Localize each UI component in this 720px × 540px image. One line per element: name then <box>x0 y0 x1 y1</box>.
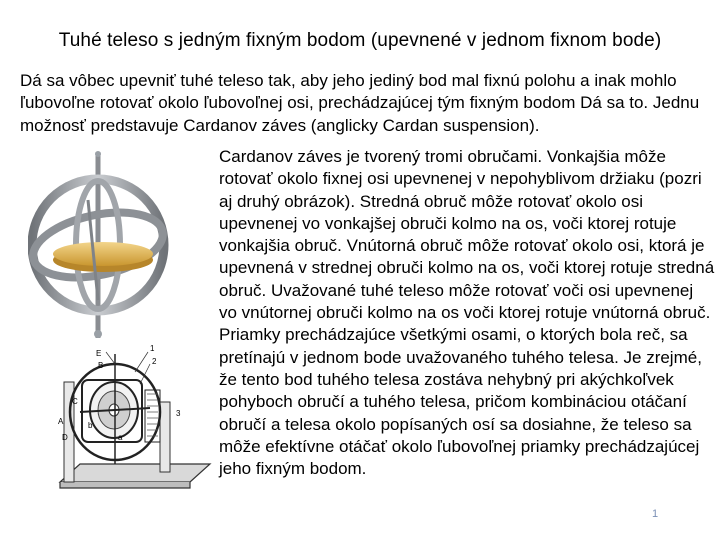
diagram-label-C: C <box>72 397 78 406</box>
diagram-label-a: a <box>118 433 123 442</box>
cardan-suspension-diagram-icon <box>40 342 218 502</box>
diagram-label-b: b <box>88 421 93 430</box>
diagram-label-3: 3 <box>176 409 181 418</box>
intro-paragraph: Dá sa vôbec upevniť tuhé teleso tak, aby jeho jediný bod mal fixnú polohu a inak mohlo ľubovoľne rotovať okolo ľubovoľnej osi, prechádzajúcej tým fixným bodom Dá sa to. Jednu možnosť predstavuje Cardanov záves (anglicky Cardan suspension). <box>20 71 700 135</box>
gimbal-gyroscope-illustration-icon <box>28 150 198 340</box>
diagram-label-B: B <box>98 361 104 370</box>
slide-title: Tuhé teleso s jedným fixným bodom (upevnené v jednom fixnom bode) <box>58 30 662 51</box>
diagram-label-A: A <box>58 417 64 426</box>
page-number: 1 <box>652 508 659 520</box>
diagram-label-1: 1 <box>150 344 155 353</box>
diagram-label-D: D <box>62 433 68 442</box>
diagram-label-E: E <box>96 349 102 358</box>
body-paragraph: Cardanov záves je tvorený tromi obručami. Vonkajšia môže rotovať okolo fixnej osi upevnenej v nepohyblivom držiaku (pozri aj druhý obrázok). Stredná obruč môže rotovať okolo osi upevnenej vo vonkajšej obruči kolmo na os, voči ktorej rotuje vonkajšia obruč. Vnútorná obruč môže rotovať okolo osi, ktorá je upevnená v strednej obruči kolmo na os, voči ktorej rotuje stredná obruč. Uvažované tuhé teleso môže rotovať voči osi upevnenej vo vnútornej obruči kolmo na os voči ktorej rotuje vnútorná obruč. Priamky prechádzajúce všetkými osami, o ktorých bola reč, sa pretínajú v jednom bode uvažovaného tuhého telesa. Je zrejmé, že tento bod tuhého telesa zostáva nehybný pri akýchkoľvek pohyboch obručí a tuhého telesa, pričom kombináciou otáčaní obručí a telesa okolo popísaných osí sa dosiahne, že teleso sa môže efektívne otáčať okolo ľubovoľnej priamky prechádzajúcej jeho fixným bodom. <box>219 147 715 479</box>
diagram-label-2: 2 <box>152 357 157 366</box>
